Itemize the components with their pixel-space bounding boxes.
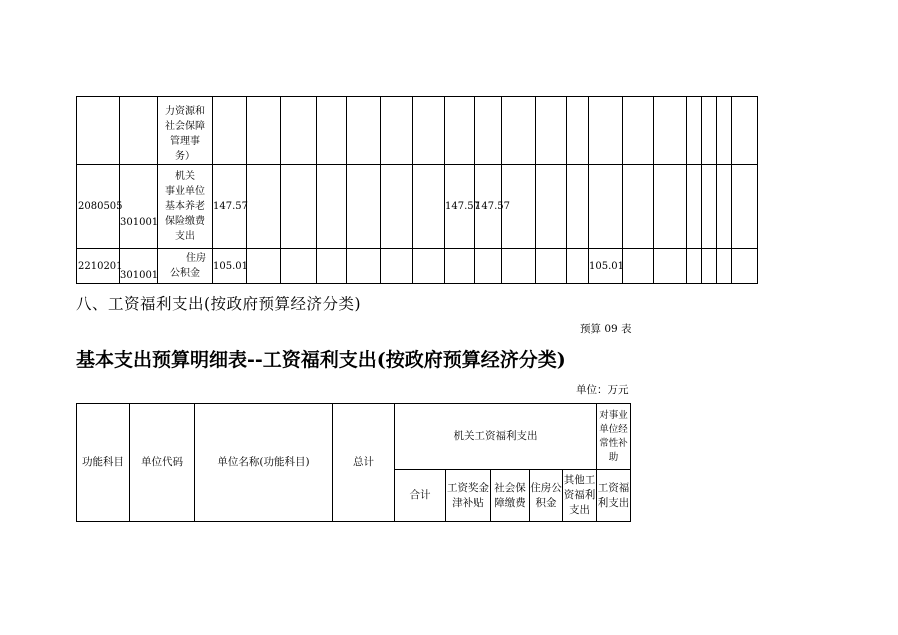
cell [281,249,317,284]
code-cell: 2080505 [77,165,120,249]
cell [347,165,381,249]
social-insurance-header [491,470,530,522]
cell [717,165,732,249]
header-line: 助 [608,451,619,463]
cell [247,249,281,284]
cell [281,165,317,249]
name-line: 务） [175,151,195,162]
code-cell: 2210201 [77,249,120,284]
name-line: 住房 [186,253,206,264]
total-cell [213,97,247,165]
code-cell [77,97,120,165]
name-cell [158,165,213,249]
header-line: 常性补 [599,437,628,449]
cell [732,165,758,249]
func-subject-header: 功能科目 [77,404,130,522]
cell [717,249,732,284]
cell [381,97,413,165]
total-cell: 147.57 [213,165,247,249]
cell [536,249,567,284]
cell [247,97,281,165]
cell [623,165,654,249]
housing-fund-header [530,470,563,522]
cell [567,249,589,284]
name-line: 支出 [175,231,195,242]
cell [687,165,702,249]
table-row [77,165,758,249]
cell [654,97,687,165]
cell [623,249,654,284]
header-line: 支出 [569,504,590,516]
name-line: 保险缴费 [165,216,205,227]
unit-code-cell: 301001 [120,249,158,284]
cell [413,165,445,249]
name-line: 力资源和 [165,106,205,117]
cell [347,249,381,284]
cell [247,165,281,249]
header-line: 积金 [535,496,557,509]
header-line: 利支出 [597,496,630,509]
cell [317,249,347,284]
cell [502,97,536,165]
cell [475,97,502,165]
org-welfare-header: 机关工资福利支出 [395,404,597,470]
cell [317,165,347,249]
header-line: 工资奖金 [447,481,489,494]
unit-code-cell [120,97,158,165]
value-cell: 147.57 [475,165,502,249]
header-line: 工资福 [597,481,630,494]
header-line: 障缴费 [494,496,526,509]
name-line: 基本养老 [165,201,205,212]
cell [445,249,475,284]
cell [717,97,732,165]
cell [502,249,536,284]
unit-name-header: 单位名称(功能科目) [195,404,333,522]
total-header: 总计 [333,404,395,522]
header-line: 单位经 [599,423,628,435]
header-line: 社会保 [494,481,526,494]
cell [317,97,347,165]
header-table [76,403,631,522]
total-cell: 105.01 [213,249,247,284]
cell [702,165,717,249]
subsidy-wage-header [597,470,631,522]
cell [567,165,589,249]
cell [702,97,717,165]
header-line: 资福利 [563,489,596,501]
cell [687,97,702,165]
header-line: 津补贴 [452,496,484,509]
cell [281,97,317,165]
name-line: 机关 [175,171,195,182]
name-line: 事业单位 [165,186,205,197]
table-row [77,97,758,165]
cell [687,249,702,284]
cell [536,165,567,249]
cell [732,97,758,165]
table-row [77,249,758,284]
other-welfare-header [563,470,597,522]
name-cell [158,249,213,284]
cell [381,165,413,249]
cell [732,249,758,284]
unit-label: 单位：万元 [576,384,629,396]
cell [654,165,687,249]
unit-code-cell: 301001 [120,165,158,249]
name-line: 公积金 [170,268,200,279]
table-code: 预算 09 表 [580,323,632,335]
cell [413,97,445,165]
cell [475,249,502,284]
header-row [77,404,631,470]
value-cell: 147.57 [445,165,475,249]
name-line: 管理事 [170,136,200,147]
wage-header [446,470,491,522]
cell [589,97,623,165]
page-title: 基本支出预算明细表--工资福利支出(按政府预算经济分类) [76,349,566,371]
header-line: 其他工 [563,474,596,486]
section-heading: 八、工资福利支出(按政府预算经济分类) [76,295,362,313]
name-line: 社会保障 [165,121,205,132]
cell [623,97,654,165]
cell [536,97,567,165]
cell [654,249,687,284]
cell [589,165,623,249]
name-cell [158,97,213,165]
subtotal-header: 合计 [395,470,446,522]
header-line: 对事业 [599,409,628,421]
cell [381,249,413,284]
cell [445,97,475,165]
unit-code-header: 单位代码 [130,404,195,522]
subsidy-header [597,404,631,470]
top-data-table [76,96,758,284]
header-line: 住房公 [530,481,562,494]
cell [702,249,717,284]
cell [413,249,445,284]
value-cell: 105.01 [589,249,623,284]
cell [347,97,381,165]
cell [567,97,589,165]
